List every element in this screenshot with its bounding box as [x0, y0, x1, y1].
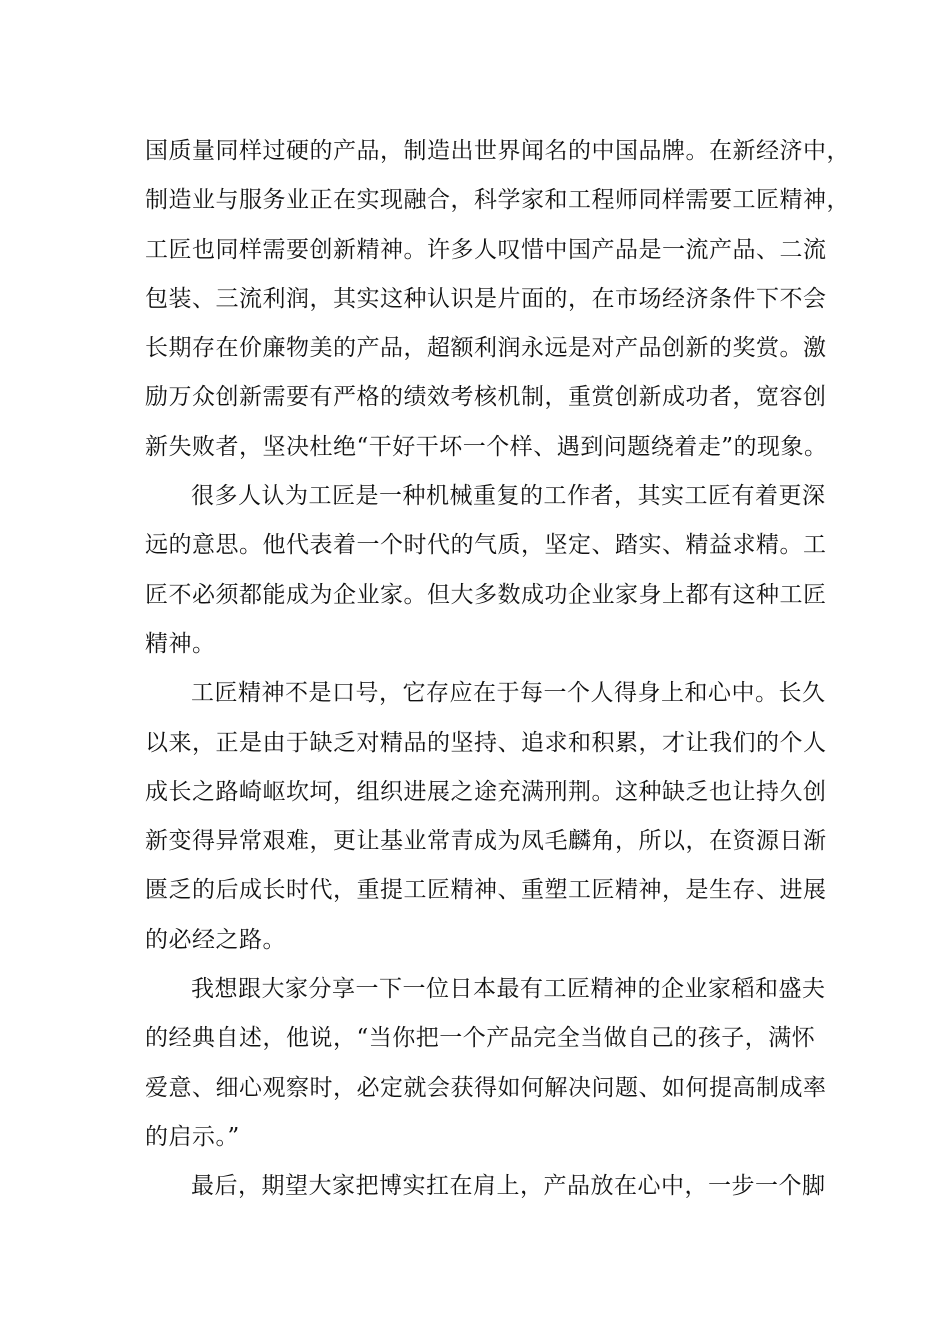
text-line: 精神。 [145, 630, 216, 657]
paragraph-start-line: 工匠精神不是口号，它存应在于每一个人得身上和心中。长久 [191, 680, 826, 707]
text-line: 励万众创新需要有严格的绩效考核机制，重赏创新成功者，宽容创 [145, 384, 827, 411]
text-line: 长期存在价廉物美的产品，超额利润永远是对产品创新的奖赏。激 [145, 335, 827, 362]
text-line: 匠不必须都能成为企业家。但大多数成功企业家身上都有这种工匠 [145, 581, 827, 608]
text-line: 新失败者，坚决杜绝“干好干坏一个样、遇到问题绕着走”的现象。 [145, 433, 828, 460]
text-line: 匮乏的后成长时代，重提工匠精神、重塑工匠精神，是生存、进展 [145, 877, 827, 904]
text-line: 制造业与服务业正在实现融合，科学家和工程师同样需要工匠精神， [145, 187, 850, 214]
text-line: 国质量同样过硬的产品，制造出世界闻名的中国品牌。在新经济中， [145, 138, 850, 164]
text-line: 的经典自述，他说，“当你把一个产品完全当做自己的孩子，满怀 [145, 1025, 816, 1052]
text-line: 的必经之路。 [145, 926, 286, 953]
text-line: 工匠也同样需要创新精神。许多人叹惜中国产品是一流产品、二流 [145, 236, 827, 263]
body-text [145, 131, 850, 1216]
text-line: 新变得异常艰难，更让基业常青成为凤毛麟角，所以，在资源日渐 [145, 828, 827, 855]
paragraph-start-line: 最后，期望大家把博实扛在肩上，产品放在心中，一步一个脚 [191, 1173, 826, 1200]
text-line: 爱意、细心观察时，必定就会获得如何解决问题、如何提高制成率 [145, 1074, 827, 1101]
paragraph-start-line: 我想跟大家分享一下一位日本最有工匠精神的企业家稻和盛夫 [191, 976, 826, 1003]
paragraph-start-line: 很多人认为工匠是一种机械重复的工作者，其实工匠有着更深 [191, 483, 826, 510]
text-line: 以来，正是由于缺乏对精品的坚持、追求和积累，才让我们的个人 [145, 729, 827, 756]
text-line: 成长之路崎岖坎坷，组织进展之途充满刑荆。这种缺乏也让持久创 [145, 778, 827, 805]
text-line: 的启示。” [145, 1123, 240, 1150]
text-line: 包装、三流利润，其实这种认识是片面的，在市场经济条件下不会 [145, 285, 827, 312]
text-line: 远的意思。他代表着一个时代的气质，坚定、踏实、精益求精。工 [145, 532, 827, 559]
